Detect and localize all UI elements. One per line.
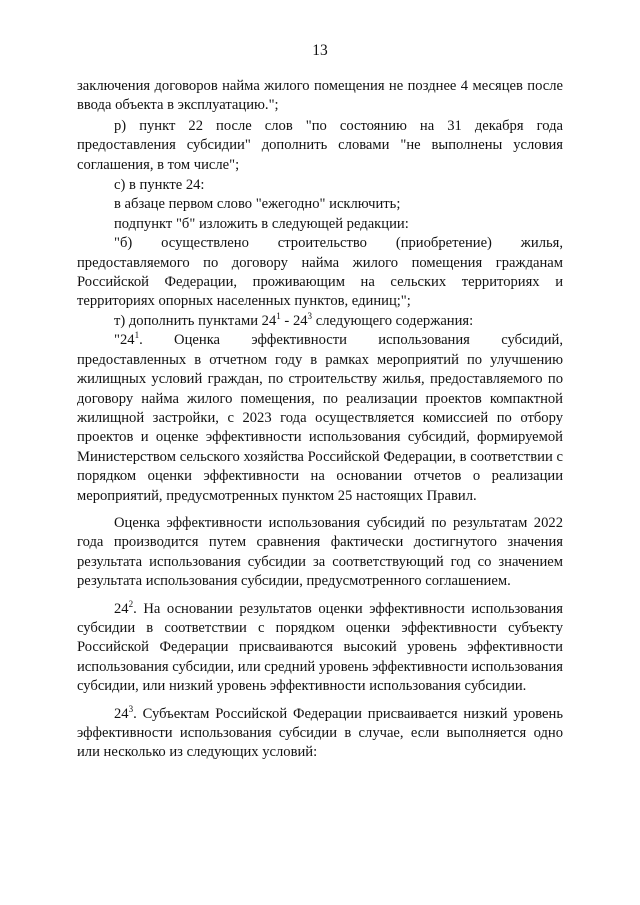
paragraph-assessment-2022: Оценка эффективности использования субсидий по результатам 2022 года производится путем сравнения фактически достигнутого значения результата использования субсидии за соответствующий год со значением результата использования субсидии, предусмотренного соглашением. — [77, 514, 563, 590]
p24-1-sup: 1 — [134, 330, 140, 341]
p24-1-text: . Оценка эффективности использования субсидий, предоставленных в отчетном году в рамках мероприятий по улучшению жилищных условий граждан, по строительству жилья, предоставляемого по договору найма жилого помещения, по реализации проектов компактной жилищной застройки, с 2023 года осуществляется комиссией по отбору проектов и оценке эффективности использования субсидий, формируемой Министерством сельского хозяйства Российской Федерации, в соответствии с порядком оценки эффективности на основании отчетов о реализации мероприятий, предусмотренных пунктом 25 настоящих Правил. — [77, 332, 563, 504]
p24-3-sup: 3 — [128, 703, 134, 714]
document-body — [77, 77, 563, 763]
p24-2-text: . На основании результатов оценки эффективности использования субсидии в соответствии с порядком оценки эффективности субъекту Российской Федерации присваиваются высокий уровень эффективности использования субсидии, или средний уровень эффективности использования субсидии, или низкий уровень эффективности использования субсидии. — [77, 600, 563, 695]
paragraph-24-3 — [77, 705, 563, 763]
paragraph-24-1 — [77, 331, 563, 506]
item-t-text-b: - 24 — [280, 312, 308, 329]
paragraph-first-clause: в абзаце первом слово "ежегодно" исключить; — [114, 196, 401, 213]
item-t-sup-2: 3 — [307, 311, 313, 322]
paragraph-item-s: с) в пункте 24: — [114, 177, 205, 194]
p24-2-num: 24 — [114, 600, 129, 617]
p24-1-num: "24 — [114, 332, 135, 349]
item-t-sup-1: 1 — [276, 311, 281, 322]
p24-2-sup: 2 — [128, 598, 134, 609]
paragraph-subitem-b-intro: подпункт "б" изложить в следующей редакции: — [114, 215, 409, 232]
p24-3-text: . Субъектам Российской Федерации присваивается низкий уровень эффективности использования субсидии в случае, если выполняется одно или несколько из следующих условий: — [77, 705, 563, 761]
paragraph-24-2 — [77, 600, 563, 697]
page-number: 13 — [312, 42, 328, 59]
paragraph-item-t — [77, 312, 563, 331]
item-t-text-c: следующего содержания: — [312, 312, 474, 329]
paragraph-item-r: р) пункт 22 после слов "по состоянию на 31 декабря года предоставления субсидии" дополнить словами "не выполнены условия соглашения, в том числе"; — [77, 117, 563, 173]
item-t-text-a: т) дополнить пунктами 24 — [114, 312, 277, 329]
p24-3-num: 24 — [114, 705, 129, 722]
paragraph-continuation: заключения договоров найма жилого помещения не позднее 4 месяцев после ввода объекта в эксплуатацию."; — [77, 78, 563, 114]
paragraph-subitem-b: "б) осуществлено строительство (приобретение) жилья, предоставляемого по договору найма жилого помещения гражданам Российской Федерации, проживающим на сельских территориях и территориях опорных населенных пунктов, единиц;"; — [77, 235, 563, 310]
